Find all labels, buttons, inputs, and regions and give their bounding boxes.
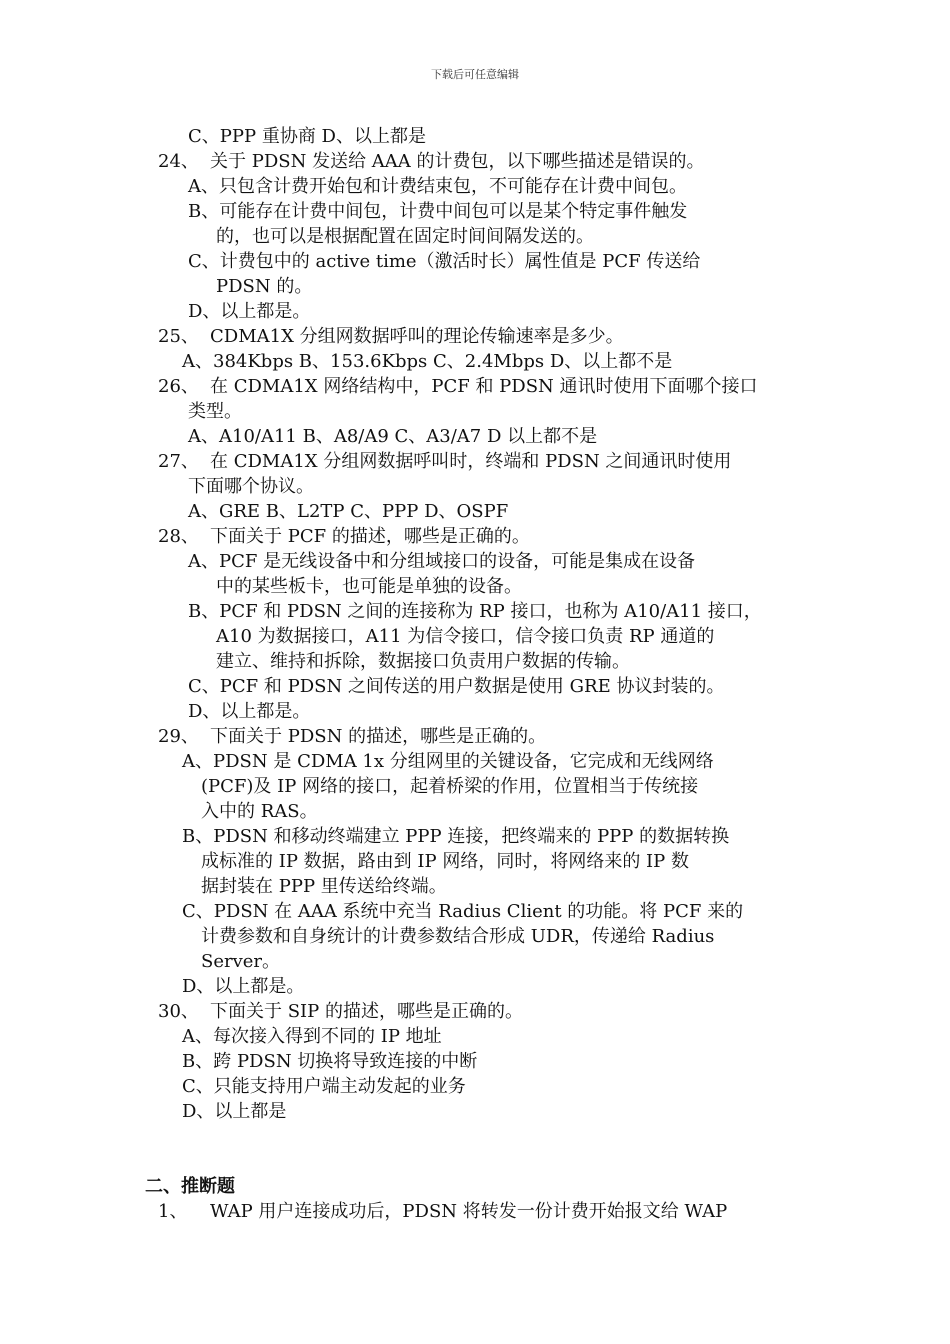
q28-option-a-cont: 中的某些板卡，也可能是单独的设备。 <box>216 576 522 597</box>
q26-text-cont: 类型。 <box>188 401 242 422</box>
q29-option-c: C、PDSN 在 AAA 系统中充当 Radius Client 的功能。将 PCF 来的 <box>182 901 744 922</box>
q24-option-b: B、可能存在计费中间包，计费中间包可以是某个特定事件触发 <box>188 201 688 222</box>
q29-option-c-cont: Server。 <box>201 951 281 972</box>
q23-tail-options: C、PPP 重协商 D、以上都是 <box>188 126 426 147</box>
question-number: 27、 <box>158 451 199 472</box>
judgment-item-1 <box>0 1199 950 1224</box>
question-29 <box>0 724 950 749</box>
q30-option-d: D、以上都是 <box>182 1101 287 1122</box>
q25-options: A、384Kbps B、153.6Kbps C、2.4Mbps D、以上都不是 <box>182 351 673 372</box>
q28-option-d: D、以上都是。 <box>188 701 311 722</box>
question-27 <box>0 449 950 474</box>
q28-option-a: A、PCF 是无线设备中和分组域接口的设备，可能是集成在设备 <box>188 551 696 572</box>
question-number: 25、 <box>158 326 199 347</box>
question-24 <box>0 149 950 174</box>
q29-option-d: D、以上都是。 <box>182 976 305 997</box>
q24-option-d: D、以上都是。 <box>188 301 311 322</box>
q28-option-b: B、PCF 和 PDSN 之间的连接称为 RP 接口，也称为 A10/A11 接口， <box>188 601 762 622</box>
q30-option-b: B、跨 PDSN 切换将导致连接的中断 <box>182 1051 478 1072</box>
question-text: 下面关于 PDSN 的描述，哪些是正确的。 <box>210 726 547 747</box>
q30-option-a: A、每次接入得到不同的 IP 地址 <box>182 1026 442 1047</box>
question-28 <box>0 524 950 549</box>
item-text: WAP 用户连接成功后，PDSN 将转发一份计费开始报文给 WAP <box>210 1201 728 1222</box>
q28-option-c: C、PCF 和 PDSN 之间传送的用户数据是使用 GRE 协议封装的。 <box>188 676 725 697</box>
question-number: 26、 <box>158 376 199 397</box>
q24-option-c-cont: PDSN 的。 <box>216 276 313 297</box>
q29-option-a: A、PDSN 是 CDMA 1x 分组网里的关键设备，它完成和无线网络 <box>182 751 714 772</box>
q29-option-b: B、PDSN 和移动终端建立 PPP 连接，把终端来的 PPP 的数据转换 <box>182 826 730 847</box>
question-text: 在 CDMA1X 网络结构中，PCF 和 PDSN 通讯时使用下面哪个接口 <box>210 376 758 397</box>
item-number: 1、 <box>158 1201 188 1222</box>
q29-option-b-cont: 据封装在 PPP 里传送给终端。 <box>201 876 447 897</box>
section-title: 二、推断题 <box>145 1176 235 1197</box>
q28-option-b-cont: 建立、维持和拆除，数据接口负责用户数据的传输。 <box>216 651 630 672</box>
question-number: 30、 <box>158 1001 199 1022</box>
q27-options: A、GRE B、L2TP C、PPP D、OSPF <box>188 501 509 522</box>
page-header: 下载后可任意编辑 <box>431 68 519 81</box>
question-text: 关于 PDSN 发送给 AAA 的计费包，以下哪些描述是错误的。 <box>210 151 705 172</box>
q24-option-a: A、只包含计费开始包和计费结束包，不可能存在计费中间包。 <box>188 176 687 197</box>
question-number: 24、 <box>158 151 199 172</box>
question-25 <box>0 324 950 349</box>
question-text: 下面关于 PCF 的描述，哪些是正确的。 <box>210 526 530 547</box>
q29-option-a-cont: 入中的 RAS。 <box>201 801 318 822</box>
question-number: 29、 <box>158 726 199 747</box>
question-text: 下面关于 SIP 的描述，哪些是正确的。 <box>210 1001 523 1022</box>
q26-options: A、A10/A11 B、A8/A9 C、A3/A7 D 以上都不是 <box>188 426 598 447</box>
q24-option-b-cont: 的，也可以是根据配置在固定时间间隔发送的。 <box>216 226 594 247</box>
q24-option-c: C、计费包中的 active time（激活时长）属性值是 PCF 传送给 <box>188 251 701 272</box>
question-text: 在 CDMA1X 分组网数据呼叫时，终端和 PDSN 之间通讯时使用 <box>210 451 732 472</box>
q27-text-cont: 下面哪个协议。 <box>188 476 314 497</box>
question-number: 28、 <box>158 526 199 547</box>
question-30 <box>0 999 950 1024</box>
section-spacer <box>0 1124 950 1174</box>
question-text: CDMA1X 分组网数据呼叫的理论传输速率是多少。 <box>210 326 624 347</box>
q30-option-c: C、只能支持用户端主动发起的业务 <box>182 1076 466 1097</box>
q29-option-c-cont: 计费参数和自身统计的计费参数结合形成 UDR，传递给 Radius <box>201 926 715 947</box>
q29-option-a-cont: (PCF)及 IP 网络的接口，起着桥梁的作用，位置相当于传统接 <box>201 776 699 797</box>
q28-option-b-cont: A10 为数据接口，A11 为信令接口，信令接口负责 RP 通道的 <box>216 626 715 647</box>
document-body <box>0 124 950 1224</box>
q29-option-b-cont: 成标准的 IP 数据，路由到 IP 网络，同时，将网络来的 IP 数 <box>201 851 689 872</box>
question-26 <box>0 374 950 399</box>
